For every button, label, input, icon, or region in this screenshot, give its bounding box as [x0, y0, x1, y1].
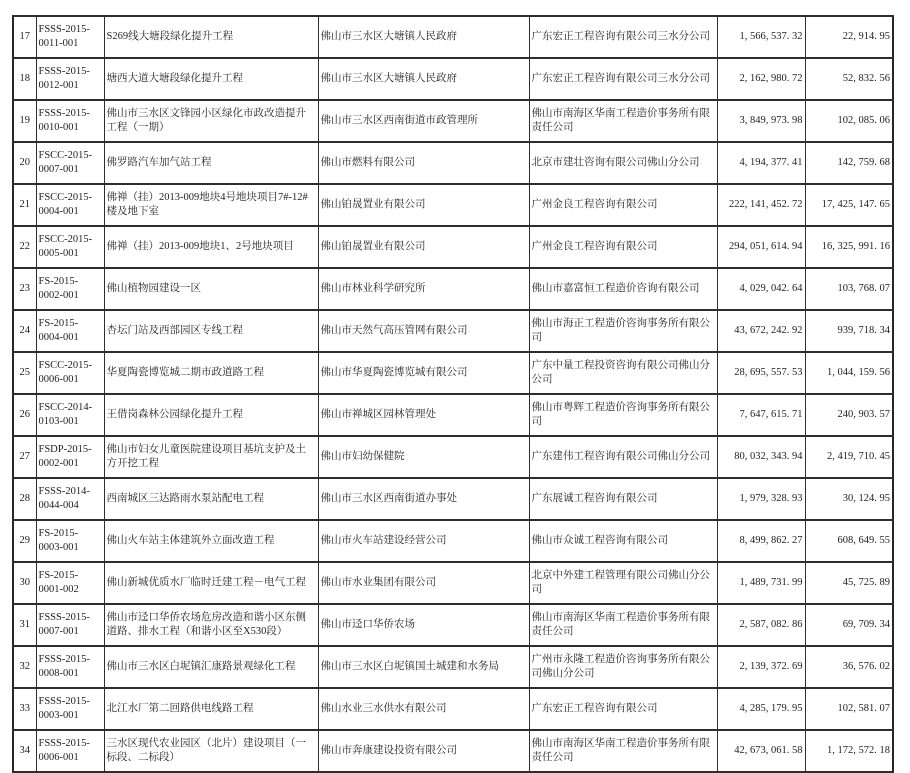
cell-row-number: 31	[13, 604, 36, 646]
cell-consulting-company: 广东宏正工程咨询有限公司三水分公司	[529, 16, 717, 58]
cell-consulting-company: 广东建伟工程咨询有限公司佛山分公司	[529, 436, 717, 478]
cell-amount-secondary: 103, 768. 07	[805, 268, 893, 310]
cell-amount-secondary: 36, 576. 02	[805, 646, 893, 688]
cell-row-number: 30	[13, 562, 36, 604]
cell-project-name: 佛山市三水区白坭镇汇康路景观绿化工程	[104, 646, 318, 688]
cell-project-code: FS-2015-0004-001	[36, 310, 104, 352]
cell-amount-secondary: 142, 759. 68	[805, 142, 893, 184]
cell-project-code: FSDP-2015-0002-001	[36, 436, 104, 478]
cell-amount-primary: 1, 566, 537. 32	[717, 16, 805, 58]
cell-consulting-company: 佛山市粤辉工程造价咨询事务所有限公司	[529, 394, 717, 436]
cell-amount-secondary: 1, 172, 572. 18	[805, 730, 893, 772]
cell-row-number: 20	[13, 142, 36, 184]
cell-consulting-company: 佛山市南海区华南工程造价事务所有限责任公司	[529, 604, 717, 646]
cell-amount-primary: 43, 672, 242. 92	[717, 310, 805, 352]
table-row	[13, 184, 893, 226]
cell-amount-secondary: 17, 425, 147. 65	[805, 184, 893, 226]
cell-amount-secondary: 102, 085. 06	[805, 100, 893, 142]
table-row	[13, 142, 893, 184]
cell-amount-primary: 4, 285, 179. 95	[717, 688, 805, 730]
cell-amount-primary: 7, 647, 615. 71	[717, 394, 805, 436]
cell-owner-organization: 佛山市三水区西南街道办事处	[318, 478, 529, 520]
cell-row-number: 22	[13, 226, 36, 268]
table-row	[13, 478, 893, 520]
cell-project-code: FSSS-2015-0007-001	[36, 604, 104, 646]
cell-project-name: 北江水厂第二回路供电线路工程	[104, 688, 318, 730]
cell-amount-primary: 80, 032, 343. 94	[717, 436, 805, 478]
cell-project-code: FSCC-2015-0005-001	[36, 226, 104, 268]
cell-project-code: FSCC-2015-0006-001	[36, 352, 104, 394]
cell-owner-organization: 佛山铂晟置业有限公司	[318, 184, 529, 226]
cell-amount-primary: 222, 141, 452. 72	[717, 184, 805, 226]
cell-project-code: FSCC-2015-0004-001	[36, 184, 104, 226]
cell-amount-secondary: 30, 124. 95	[805, 478, 893, 520]
table-row	[13, 58, 893, 100]
cell-project-code: FSCC-2015-0007-001	[36, 142, 104, 184]
cell-owner-organization: 佛山市天然气高压管网有限公司	[318, 310, 529, 352]
cell-row-number: 17	[13, 16, 36, 58]
cell-project-name: 西南城区三达路雨水泵站配电工程	[104, 478, 318, 520]
cell-project-name: S269线大塘段绿化提升工程	[104, 16, 318, 58]
cell-row-number: 32	[13, 646, 36, 688]
table-row	[13, 520, 893, 562]
cell-owner-organization: 佛山市三水区西南街道市政管理所	[318, 100, 529, 142]
cell-consulting-company: 广州金良工程咨询有限公司	[529, 226, 717, 268]
cell-amount-primary: 294, 051, 614. 94	[717, 226, 805, 268]
cell-owner-organization: 佛山市三水区大塘镇人民政府	[318, 16, 529, 58]
cell-project-name: 佛山市迳口华侨农场危房改造和谐小区东侧道路、排水工程（和谐小区至X530段）	[104, 604, 318, 646]
cell-row-number: 25	[13, 352, 36, 394]
cell-project-name: 佛山植物园建设一区	[104, 268, 318, 310]
cell-amount-secondary: 2, 419, 710. 45	[805, 436, 893, 478]
cell-consulting-company: 广州市永隆工程造价咨询事务所有限公司佛山分公司	[529, 646, 717, 688]
cell-amount-secondary: 608, 649. 55	[805, 520, 893, 562]
cell-project-code: FSCC-2014-0103-001	[36, 394, 104, 436]
cell-amount-secondary: 22, 914. 95	[805, 16, 893, 58]
cell-project-code: FSSS-2015-0008-001	[36, 646, 104, 688]
cell-project-name: 佛禅（挂）2013-009地块4号地块项目7#-12#楼及地下室	[104, 184, 318, 226]
cell-amount-secondary: 69, 709. 34	[805, 604, 893, 646]
cell-row-number: 34	[13, 730, 36, 772]
cell-project-code: FSSS-2015-0012-001	[36, 58, 104, 100]
cell-amount-primary: 4, 194, 377. 41	[717, 142, 805, 184]
cell-project-name: 杏坛门站及西部园区专线工程	[104, 310, 318, 352]
cell-amount-primary: 2, 162, 980. 72	[717, 58, 805, 100]
cell-owner-organization: 佛山市三水区白坭镇国土城建和水务局	[318, 646, 529, 688]
table-row	[13, 226, 893, 268]
cell-amount-secondary: 1, 044, 159. 56	[805, 352, 893, 394]
cell-project-name: 佛山市妇女儿童医院建设项目基坑支护及土方开挖工程	[104, 436, 318, 478]
cell-consulting-company: 广东宏正工程咨询有限公司	[529, 688, 717, 730]
cell-amount-primary: 2, 139, 372. 69	[717, 646, 805, 688]
cell-amount-primary: 3, 849, 973. 98	[717, 100, 805, 142]
cell-owner-organization: 佛山市迳口华侨农场	[318, 604, 529, 646]
table-row	[13, 100, 893, 142]
cell-owner-organization: 佛山市妇幼保健院	[318, 436, 529, 478]
table-row	[13, 436, 893, 478]
cell-row-number: 24	[13, 310, 36, 352]
cell-owner-organization: 佛山铂晟置业有限公司	[318, 226, 529, 268]
cell-project-name: 佛禅（挂）2013-009地块1、2号地块项目	[104, 226, 318, 268]
cell-consulting-company: 佛山市海正工程造价咨询事务所有限公司	[529, 310, 717, 352]
table-row	[13, 268, 893, 310]
cell-project-name: 三水区现代农业园区（北片）建设项目（一标段、二标段）	[104, 730, 318, 772]
cell-owner-organization: 佛山市水业集团有限公司	[318, 562, 529, 604]
cell-consulting-company: 佛山市嘉富恒工程造价咨询有限公司	[529, 268, 717, 310]
cell-amount-primary: 8, 499, 862. 27	[717, 520, 805, 562]
table-row	[13, 16, 893, 58]
cell-project-name: 塘西大道大塘段绿化提升工程	[104, 58, 318, 100]
cell-row-number: 23	[13, 268, 36, 310]
cell-amount-primary: 2, 587, 082. 86	[717, 604, 805, 646]
cell-amount-secondary: 102, 581. 07	[805, 688, 893, 730]
cell-owner-organization: 佛山市禅城区园林管理处	[318, 394, 529, 436]
cell-project-code: FS-2015-0003-001	[36, 520, 104, 562]
cell-consulting-company: 佛山市众诚工程咨询有限公司	[529, 520, 717, 562]
cell-project-code: FSSS-2015-0011-001	[36, 16, 104, 58]
projects-table-body	[13, 16, 893, 772]
cell-row-number: 21	[13, 184, 36, 226]
cell-project-name: 王借岗森林公园绿化提升工程	[104, 394, 318, 436]
cell-project-code: FSSS-2014-0044-004	[36, 478, 104, 520]
cell-project-name: 佛罗路汽车加气站工程	[104, 142, 318, 184]
cell-owner-organization: 佛山水业三水供水有限公司	[318, 688, 529, 730]
cell-project-name: 佛山市三水区文锋园小区绿化市政改造提升工程（一期）	[104, 100, 318, 142]
cell-consulting-company: 佛山市南海区华南工程造价事务所有限责任公司	[529, 730, 717, 772]
cell-owner-organization: 佛山市奔康建设投资有限公司	[318, 730, 529, 772]
cell-row-number: 33	[13, 688, 36, 730]
cell-project-name: 华夏陶瓷博览城二期市政道路工程	[104, 352, 318, 394]
cell-project-code: FS-2015-0001-002	[36, 562, 104, 604]
cell-amount-secondary: 240, 903. 57	[805, 394, 893, 436]
cell-row-number: 19	[13, 100, 36, 142]
table-row	[13, 688, 893, 730]
cell-owner-organization: 佛山市华夏陶瓷博览城有限公司	[318, 352, 529, 394]
cell-consulting-company: 北京市建壮咨询有限公司佛山分公司	[529, 142, 717, 184]
cell-row-number: 26	[13, 394, 36, 436]
table-row	[13, 646, 893, 688]
cell-project-name: 佛山新城优质水厂临时迁建工程－电气工程	[104, 562, 318, 604]
table-row	[13, 562, 893, 604]
cell-amount-primary: 1, 489, 731. 99	[717, 562, 805, 604]
projects-table	[12, 15, 894, 773]
cell-owner-organization: 佛山市林业科学研究所	[318, 268, 529, 310]
cell-amount-secondary: 45, 725. 89	[805, 562, 893, 604]
cell-row-number: 27	[13, 436, 36, 478]
cell-project-name: 佛山火车站主体建筑外立面改造工程	[104, 520, 318, 562]
cell-project-code: FS-2015-0002-001	[36, 268, 104, 310]
cell-consulting-company: 北京中外建工程管理有限公司佛山分公司	[529, 562, 717, 604]
cell-consulting-company: 广州金良工程咨询有限公司	[529, 184, 717, 226]
cell-owner-organization: 佛山市火车站建设经营公司	[318, 520, 529, 562]
cell-project-code: FSSS-2015-0003-001	[36, 688, 104, 730]
cell-consulting-company: 广东宏正工程咨询有限公司三水分公司	[529, 58, 717, 100]
cell-consulting-company: 广东中量工程投资咨询有限公司佛山分公司	[529, 352, 717, 394]
cell-amount-primary: 1, 979, 328. 93	[717, 478, 805, 520]
cell-consulting-company: 佛山市南海区华南工程造价事务所有限责任公司	[529, 100, 717, 142]
cell-row-number: 18	[13, 58, 36, 100]
table-row	[13, 730, 893, 772]
cell-row-number: 28	[13, 478, 36, 520]
cell-owner-organization: 佛山市三水区大塘镇人民政府	[318, 58, 529, 100]
table-row	[13, 310, 893, 352]
table-row	[13, 394, 893, 436]
cell-amount-primary: 42, 673, 061. 58	[717, 730, 805, 772]
cell-amount-primary: 28, 695, 557. 53	[717, 352, 805, 394]
cell-amount-secondary: 939, 718. 34	[805, 310, 893, 352]
cell-row-number: 29	[13, 520, 36, 562]
table-row	[13, 604, 893, 646]
cell-consulting-company: 广东展诚工程咨询有限公司	[529, 478, 717, 520]
table-row	[13, 352, 893, 394]
cell-amount-secondary: 52, 832. 56	[805, 58, 893, 100]
cell-amount-secondary: 16, 325, 991. 16	[805, 226, 893, 268]
cell-project-code: FSSS-2015-0006-001	[36, 730, 104, 772]
cell-amount-primary: 4, 029, 042. 64	[717, 268, 805, 310]
cell-project-code: FSSS-2015-0010-001	[36, 100, 104, 142]
cell-owner-organization: 佛山市燃料有限公司	[318, 142, 529, 184]
